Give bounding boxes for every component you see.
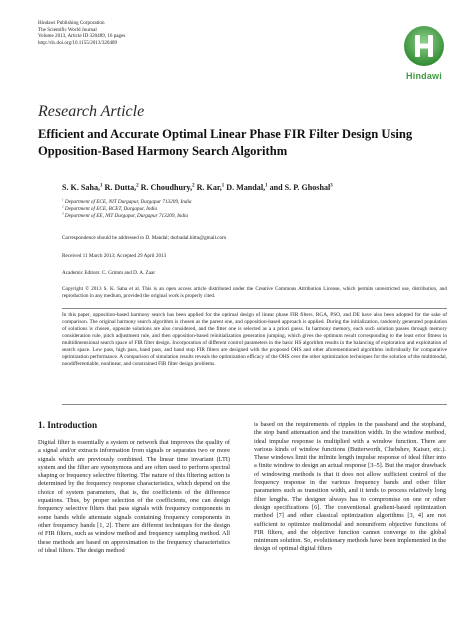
author-sup: 1 [100,183,103,189]
copyright-notice: Copyright © 2013 S. K. Saha et al. This is an open access article distributed under the Creative Commons Attribution License, which permits unrestricted use, distribution, and reproduction in any medium, provided the original work is properly cited. [62,286,447,299]
paper-title: Efficient and Accurate Optimal Linear Phase FIR Filter Design Using Opposition-Based Harmony Search Algorithm [38,127,413,158]
affiliation-text: Department of ECE, NIT Durgapur, Durgapur 713209, India [64,199,192,205]
author-name: R. Choudhury, [140,183,193,192]
hindawi-logo-icon [400,22,448,70]
affiliation-sup: 3 [62,211,64,216]
author-sup: 3 [330,183,333,189]
abstract: In this paper, opposition-based harmony search has been applied for the optimal design of linear phase FIR filters. RGA, PSO, and DE have also been adopted for the sake of comparison. The original harmony search algorithm is chosen as the parent one, and opposition-based approach is applied. During the initialization, randomly generated population of solutions is chosen, opposite solutions are also considered, and the fitter one is selected as a a priori guess. In harmony memory, each such solution passes through memory consideration rule, pitch adjustment rule, and then opposition-based reinitialization generation jumping, which gives the optimum result corresponding to the least error fitness in multidimensional search space of FIR filter design. Incorporation of different control parameters in the basic HS algorithm results in the balancing of exploration and exploitation of search space. Low pass, high pass, band pass, and band stop FIR filters are designed with the proposed OHS and other aforementioned algorithms individually for comparative optimization performance. A comparison of simulation results reveals the optimization efficacy of the OHS over the other optimization techniques for the solution of the multimodal, nondifferentiable, nonlinear, and constrained FIR filter design problems. [62,312,447,367]
affiliation-sup: 2 [62,204,64,209]
divider [62,404,447,405]
header-doi[interactable]: http://dx.doi.org/10.1155/2013/320489 [38,39,118,46]
author-name: and S. P. Ghoshal [269,183,331,192]
affiliations [62,199,442,220]
author-name: R. Dutta, [104,183,137,192]
author-name: S. K. Saha, [62,183,101,192]
section-heading: 1. Introduction [38,420,98,430]
affiliation-text: Department of ECE, BCET, Durgapur, India [64,206,158,212]
author-sup: 2 [192,183,195,189]
affiliation-sup: 1 [62,197,64,202]
affiliation-text: Department of EE, NIT Durgapur, Durgapur 713209, India [64,213,189,219]
body-column-right: is based on the requirements of ripples in the passband and the stopband, the stop band attenuation and the transition width. In the window method, ideal impulse response is multiplied with a window function. There are various kinds of window functions (Butterworth, Chebshev, Kaiser, etc.). These windows limit the infinite length impulse response of ideal filter into a finite window to design an actual response [3–5]. But the major drawback of windowing methods is that it does not allow sufficient control of the frequency response in the various frequency bands and other filter parameters such as transition width, and it tends to process relatively long filter lengths. The designer always has to compromise on one or other design specifications [6]. The conventional gradient-based optimization method [7] and other classical optimization algorithms [3, 4] are not sufficient to optimize multimodal and nonuniform objective functions of FIR filters, and the objective function cannot converge to the global minimum solution. So, evolutionary methods have been implemented in the design of optimal digital filters [254,421,446,553]
hindawi-logo [400,22,448,82]
author-list [62,183,442,192]
author-sup: 2 [136,183,139,189]
journal-header [38,20,368,46]
article-type: Research Article [38,103,145,120]
author-name: R. Kar, [196,183,222,192]
academic-editors: Academic Editors: C. Grimm and D. A. Zaar [62,270,156,276]
author-sup: 1 [221,183,225,189]
author-sup: 1 [265,183,268,189]
author-name: D. Mandal, [226,183,266,192]
received-dates: Received 11 March 2013; Accepted 29 April 2013 [62,253,167,259]
affiliation [62,213,442,220]
divider [62,308,447,309]
logo-wordmark: Hindawi [406,71,442,81]
body-column-left: Digital filter is essentially a system or network that improves the quality of a signal and/or extracts information from signals or separates two or more signals which are previously combined. The linear time invariant (LTI) system and the filter are synonymous and are often used to perform spectral shaping or frequency selective filtering. The nature of this filtering action is determined by the frequency response characteristics, which depend on the choice of system parameters, that is, the coefficients of the difference equations. Thus, by proper selection of the coefficients, one can design frequency selective filters that pass signals with frequency components in some bands while attenuate signals containing frequency components in other frequency bands [1, 2]. There are different techniques for the design of FIR filters, such as window method and frequency sampling method. All these methods are based on approximation to the frequency characteristics of ideal filters. The design method [38,439,230,554]
header-journal: The Scientific World Journal [38,26,97,33]
header-publisher: Hindawi Publishing Corporation [38,20,105,26]
correspondence: Correspondence should be addressed to D. Mandal; durbadal.bittu@gmail.com [62,235,227,241]
header-volume: Volume 2013, Article ID 320489, 16 pages [38,33,126,40]
